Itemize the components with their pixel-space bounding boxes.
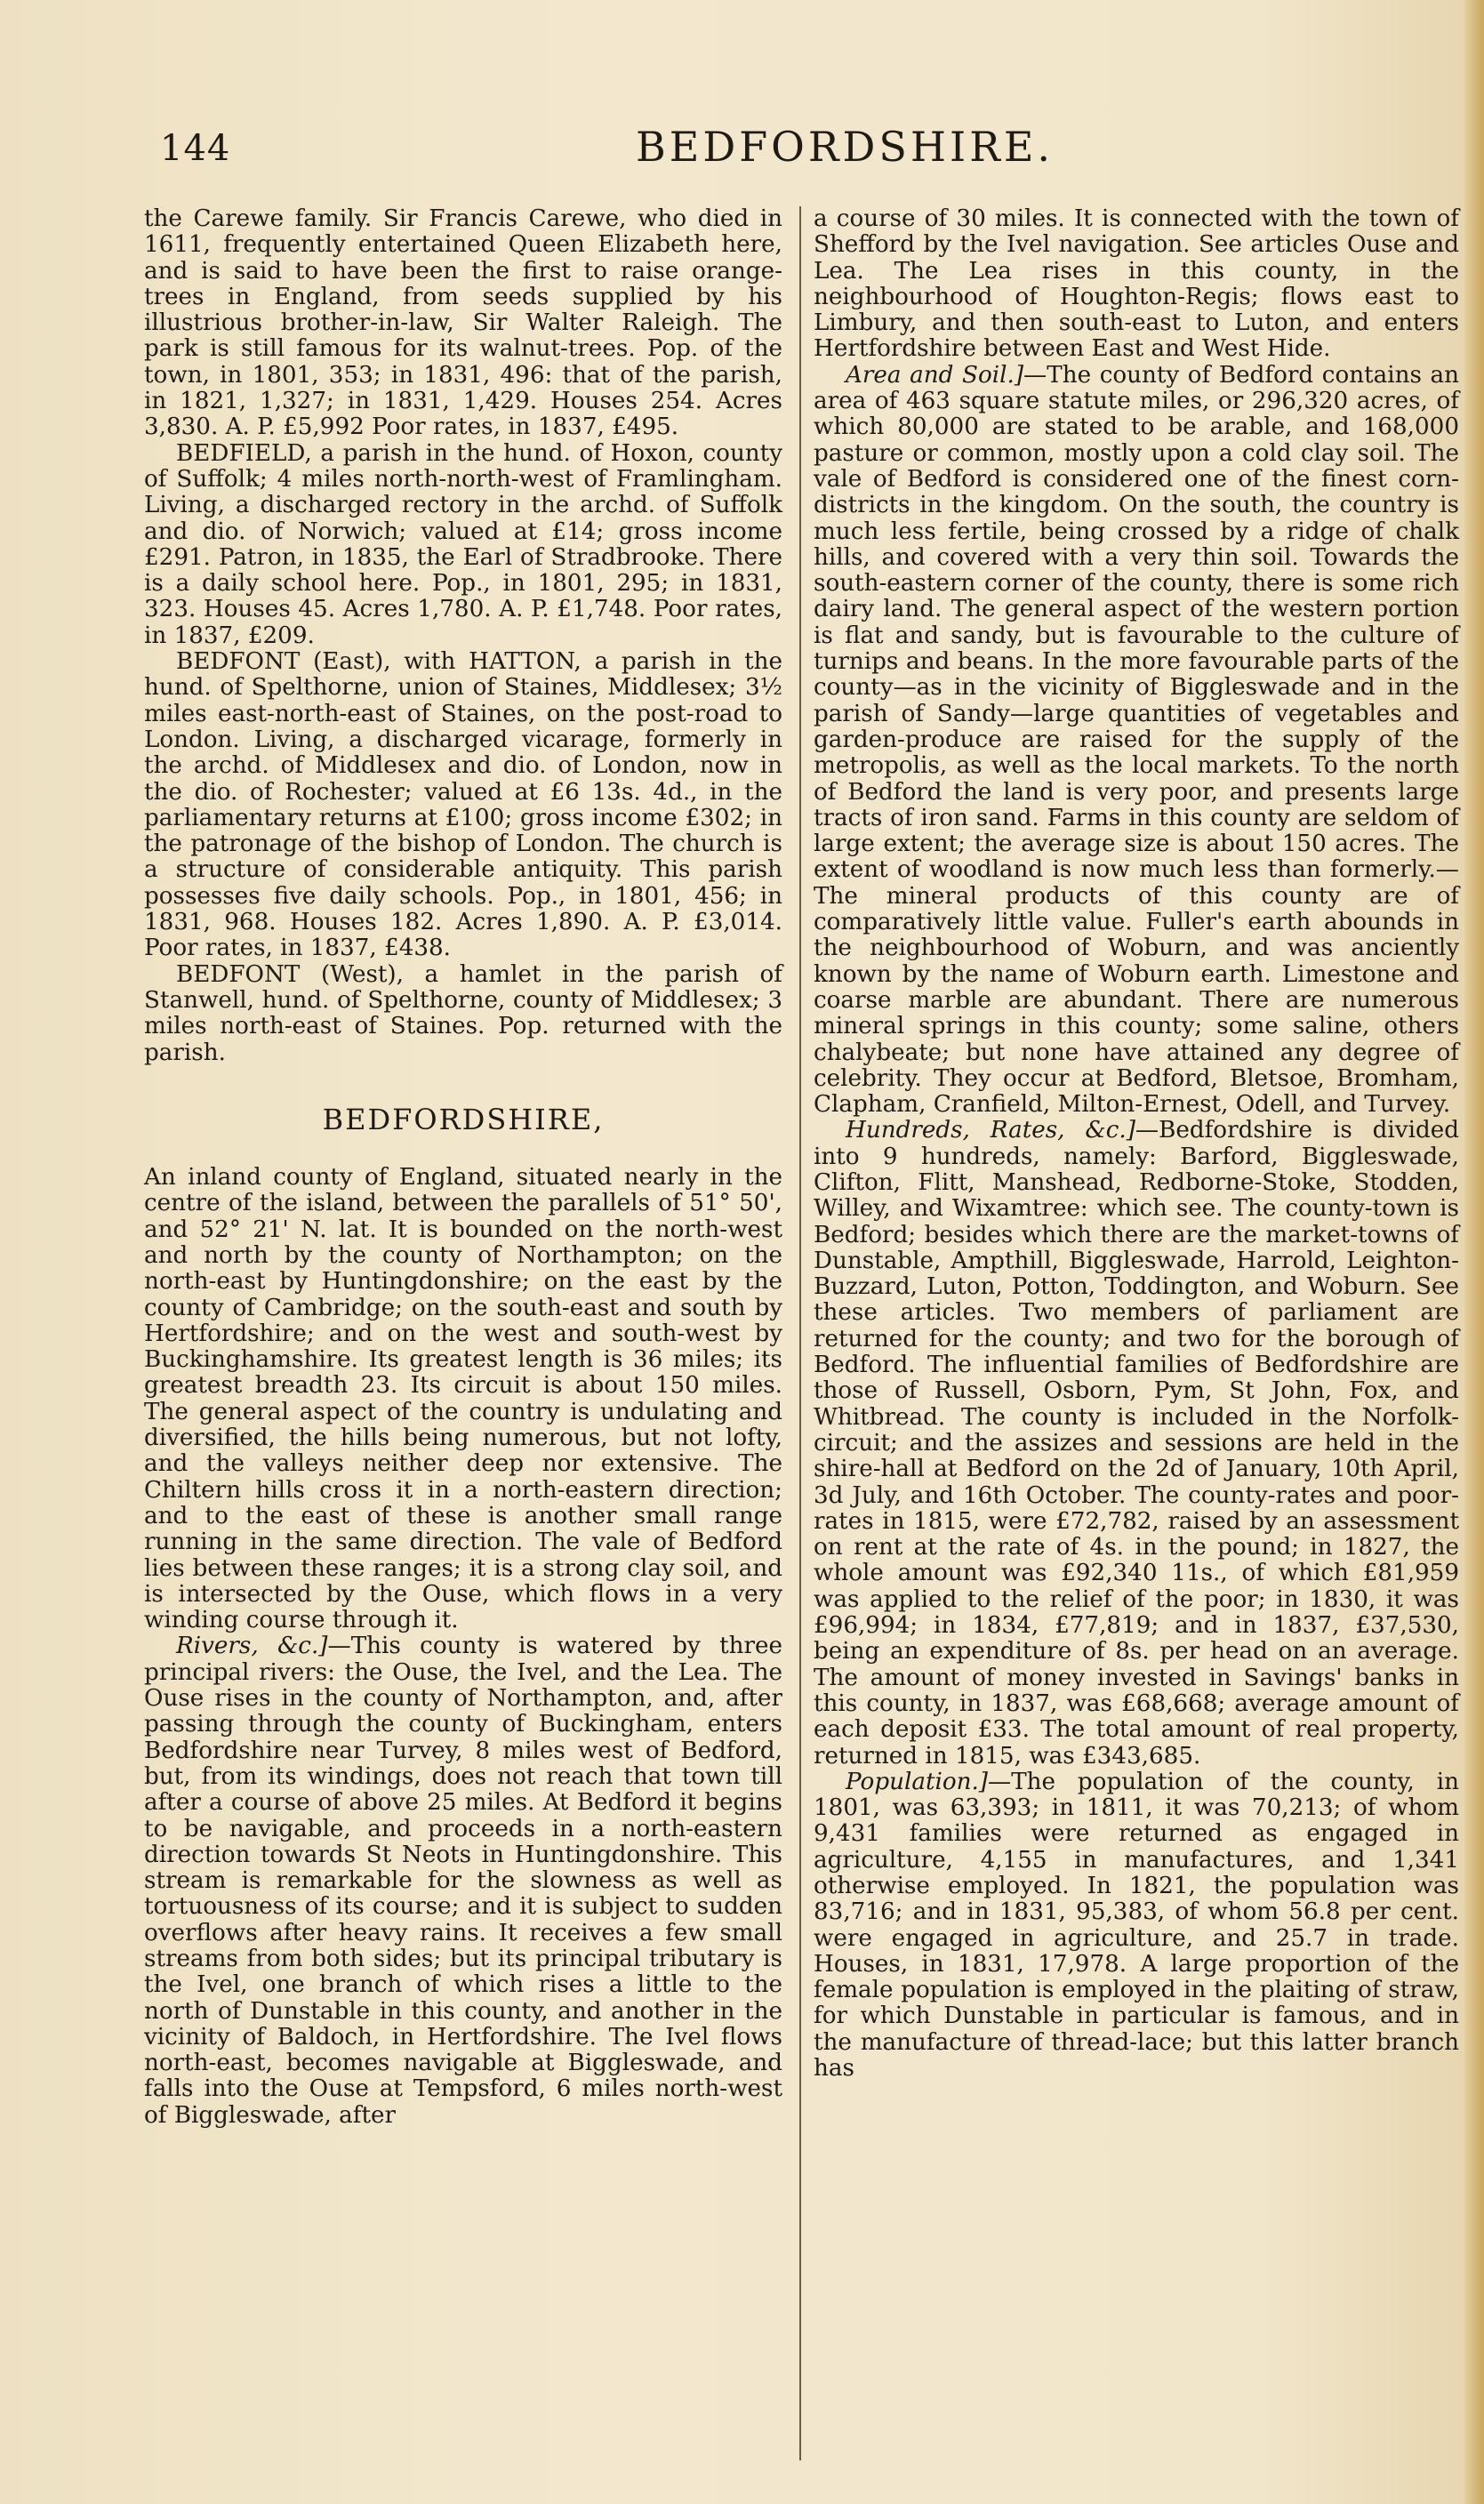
entry-bedfont-west: BEDFONT (West), a hamlet in the parish of Stanwell, hund. of Spelthorne, county of Middlesex; 3 miles north-east of Staines. Pop. returned with the parish. <box>144 960 782 1066</box>
area-lead: Area and Soil.] <box>846 361 1024 389</box>
entry-bedfont-east: BEDFONT (East), with HATTON, a parish in the hund. of Spelthorne, union of Staines, Middlesex; 3½ miles east-north-east of Staines, on the post-road to London. Living, a discharged vicarage, formerly in the archd. of Middlesex and dio. of London, now in the dio. of Rochester; valued at £6 13s. 4d., in the parliamentary returns at £100; gross income £302; in the patronage of the bishop of London. The church is a structure of considerable antiquity. This parish possesses five daily schools. Pop., in 1801, 456; in 1831, 968. Houses 182. Acres 1,890. A. P. £3,014. Poor rates, in 1837, £438. <box>144 648 782 962</box>
running-head: BEDFORDSHIRE. <box>636 123 1055 171</box>
rivers-lead: Rivers, &c.] <box>176 1633 328 1660</box>
paragraph-area-soil <box>814 363 1459 1119</box>
paragraph-course: a course of 30 miles. It is connected with the town of Shefford by the Ivel navigation. See articles Ouse and Lea. The Lea rises in this county, in the neighbourhood of Houghton-Regis; flows east to Limbury, and then south-east to Luton, and enters Hertfordshire between East and West Hide. <box>814 205 1459 363</box>
rivers-text: —This county is watered by three principal rivers: the Ouse, the Ivel, and the Lea. The Ouse rises in the county of Northampton, and, after passing through the county of Buckingham, enters Bedfordshire near Turvey, 8 miles west of Bedford, but, from its windings, does not reach that town till after a course of above 25 miles. At Bedford it begins to be navigable, and proceeds in a north-eastern direction towards St Neots in Huntingdonshire. This stream is remarkable for the slowness as well as tortuousness of its course; and it is subject to sudden overflows after heavy rains. It receives a few small streams from both sides; but its principal tributary is the Ivel, one branch of which rises a little to the north of Dunstable in this county, and another in the vicinity of Baldoch, in Hertfordshire. The Ivel flows north-east, becomes navigable at Biggleswade, and falls into the Ouse at Tempsford, 6 miles north-west of Biggleswade, after <box>144 1633 782 2129</box>
section-heading: BEDFORDSHIRE, <box>322 1102 605 1136</box>
hundreds-lead: Hundreds, Rates, &c.] <box>846 1117 1135 1144</box>
paragraph-inland-county: An inland county of England, situated nearly in the centre of the island, between the parallels of 51° 50', and 52° 21' N. lat. It is bounded on the north-west and north by the county of Northampton; on the north-east by Huntingdonshire; on the east by the county of Cambridge; on the south-east and south by Hertfordshire; and on the west and south-west by Buckinghamshire. Its greatest length is 36 miles; its greatest breadth 23. Its circuit is about 150 miles. The general aspect of the country is undulating and diversified, the hills being numerous, but not lofty, and the valleys neither deep nor extensive. The Chiltern hills cross it in a north-eastern direction; and to the east of these is another small range running in the same direction. The vale of Bedford lies between these ranges; it is a strong clay soil, and is intersected by the Ouse, which flows in a very winding course through it. <box>144 1164 782 1634</box>
left-column <box>144 206 782 2129</box>
page-number: 144 <box>160 128 231 169</box>
area-text: —The county of Bedford contains an area of 463 square statute miles, or 296,320 acres, of which 80,000 are stated to be arable, and 168,000 pasture or common, mostly upon a cold clay soil. The vale of Bedford is considered one of the finest corn-districts in the kingdom. On the south, the country is much less fertile, being crossed by a ridge of chalk hills, and covered with a very thin soil. Towards the south-eastern corner of the county, there is some rich dairy land. The general aspect of the western portion is flat and sandy, but is favourable to the culture of turnips and beans. In the more favourable parts of the county—as in the vicinity of Biggleswade and in the parish of Sandy—large quantities of vegetables and garden-produce are raised for the supply of the metropolis, as well as the local markets. To the north of Bedford the land is very poor, and presents large tracts of iron sand. Farms in this county are seldom of large extent; the average size is about 150 acres. The extent of woodland is now much less than formerly.—The mineral products of this county are of comparatively little value. Fuller's earth abounds in the neighbourhood of Woburn, and was anciently known by the name of Woburn earth. Limestone and coarse marble are abundant. There are numerous mineral springs in this county; some saline, others chalybeate; but none have attained any degree of celebrity. They occur at Bedford, Bletsoe, Bromham, Clapham, Cranfield, Milton-Ernest, Odell, and Turvey. <box>814 361 1459 1119</box>
paragraph-rivers <box>144 1633 782 2129</box>
entry-bedfield: BEDFIELD, a parish in the hund. of Hoxon, county of Suffolk; 4 miles north-north-west of Framlingham. Living, a discharged rectory in the archd. of Suffolk and dio. of Norwich; valued at £14; gross income £291. Patron, in 1835, the Earl of Stradbrooke. There is a daily school here. Pop., in 1801, 295; in 1831, 323. Houses 45. Acres 1,780. A. P. £1,748. Poor rates, in 1837, £209. <box>144 439 782 649</box>
paragraph-hundreds <box>814 1118 1459 1769</box>
population-lead: Population.] <box>846 1768 989 1795</box>
population-text: —The population of the county, in 1801, was 63,393; in 1811, it was 70,213; of whom 9,431 families were returned as engaged in agriculture, 4,155 in manufactures, and 1,341 otherwise employed. In 1821, the population was 83,716; and in 1831, 95,383, of whom 56.8 per cent. were engaged in agriculture, and 25.7 in trade. Houses, in 1831, 17,978. A large proportion of the female population is employed in the plaiting of straw, for which Dunstable in particular is famous, and in the manufacture of thread-lace; but this latter branch has <box>814 1768 1459 2083</box>
paragraph-carewe: the Carewe family. Sir Francis Carewe, who died in 1611, frequently entertained Queen Elizabeth here, and is said to have been the first to raise orange-trees in England, from seeds supplied by his illustrious brother-in-law, Sir Walter Raleigh. The park is still famous for its walnut-trees. Pop. of the town, in 1801, 353; in 1831, 496: that of the parish, in 1821, 1,327; in 1831, 1,429. Houses 254. Acres 3,830. A. P. £5,992 Poor rates, in 1837, £495. <box>144 205 782 441</box>
page-edge <box>1464 0 1484 2504</box>
paragraph-population <box>814 1770 1459 2083</box>
hundreds-text: —Bedfordshire is divided into 9 hundreds, namely: Barford, Biggleswade, Clifton, Flitt, Manshead, Redborne-Stoke, Stodden, Willey, and Wixamtree: which see. The county-town is Bedford; besides which there are the market-towns of Dunstable, Ampthill, Biggleswade, Harrold, Leighton-Buzzard, Luton, Potton, Toddington, and Woburn. See these articles. Two members of parliament are returned for the county; and two for the borough of Bedford. The influential families of Bedfordshire are those of Russell, Osborn, Pym, St John, Fox, and Whitbread. The county is included in the Norfolk-circuit; and the assizes and sessions are held in the shire-hall at Bedford on the 2d of January, 10th April, 3d July, and 16th October. The county-rates and poor-rates in 1815, were £72,782, raised by an assessment on rent at the rate of 4s. in the pound; in 1827, the whole amount was £92,340 11s., of which £81,959 was applied to the relief of the poor; in 1830, it was £96,994; in 1834, £77,819; and in 1837, £37,530, being an expenditure of 8s. per head on an average. The amount of money invested in Savings' banks in this county, in 1837, was £68,668; average amount of each deposit £33. The total amount of real property, returned in 1815, was £343,685. <box>814 1117 1459 1770</box>
page-header <box>142 123 1440 176</box>
column-divider <box>799 206 801 2460</box>
right-column <box>814 206 1459 2082</box>
